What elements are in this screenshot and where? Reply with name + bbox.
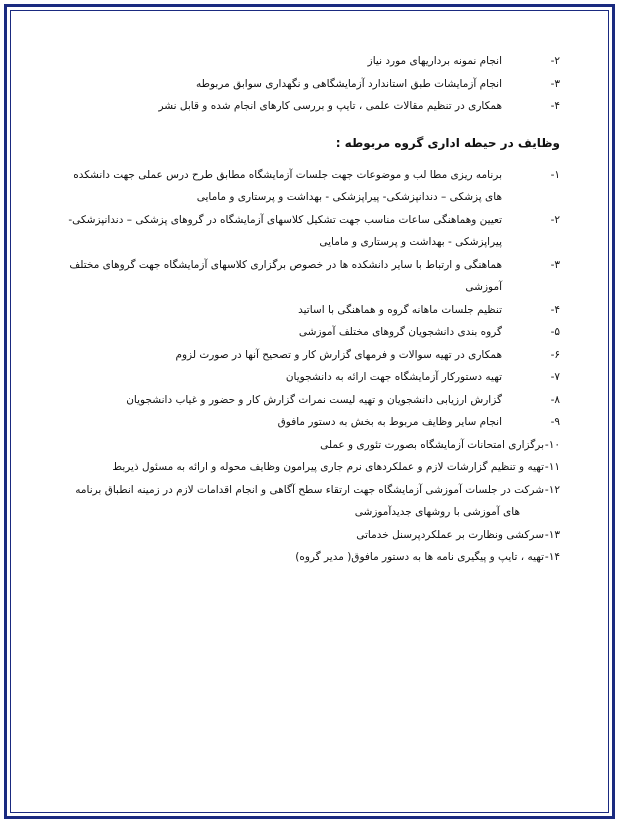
- list-item: [40, 209, 560, 254]
- top-list: [40, 50, 560, 118]
- list-item: [40, 456, 560, 479]
- list-item: [40, 434, 560, 457]
- item-text: تهیه و تنظیم گزارشات لازم و عملکردهای نرم جاری پیرامون وظایف محوله و ارائه به مسئول ذیربط: [112, 461, 544, 473]
- list-item: [40, 411, 560, 434]
- list-item: [40, 299, 560, 322]
- list-item: [40, 479, 560, 524]
- item-text-continued: های آموزشی با روشهای جدیدآموزشی: [354, 506, 520, 518]
- item-text: همکاری در تهیه سوالات و فرمهای گزارش کار و تصحیح آنها در صورت لزوم: [175, 348, 502, 361]
- list-item: [40, 546, 560, 569]
- item-number: ۱-: [550, 168, 560, 181]
- item-number: ۱۴-: [544, 551, 560, 563]
- item-number: ۹-: [550, 416, 560, 428]
- item-text: تنظیم جلسات ماهانه گروه و هماهنگی با اساتید: [298, 303, 502, 316]
- item-number: ۱۱-: [544, 461, 560, 473]
- item-text: تعیین وهماهنگی ساعات مناسب جهت تشکیل کلاسهای آزمایشگاه در گروهای پزشکی – دندانپزشکی-: [68, 213, 502, 226]
- item-text-continued: پیراپزشکی - بهداشت و پرستاری و مامایی: [319, 236, 502, 248]
- item-number: ۷-: [550, 371, 560, 383]
- item-number: ۵-: [550, 326, 560, 338]
- list-item: [40, 344, 560, 367]
- item-text: برنامه ریزی مطا لب و موضوعات جهت جلسات آزمایشگاه مطابق طرح درس عملی جهت دانشکده: [73, 168, 502, 181]
- top-list-item: [40, 73, 560, 96]
- list-item: [40, 321, 560, 344]
- item-number: ۶-: [550, 348, 560, 361]
- list-item: [40, 254, 560, 299]
- list-item: [40, 524, 560, 547]
- item-number: ۲-: [550, 213, 560, 226]
- section-heading: وظایف در حیطه اداری گروه مربوطه :: [335, 135, 560, 150]
- item-number: ۱۰-: [544, 438, 560, 451]
- item-text: همکاری در تنظیم مقالات علمی ، تایپ و بررسی کارهای انجام شده و قابل نشر: [158, 100, 502, 112]
- duties-list: [40, 164, 560, 569]
- item-number: ۴-: [550, 100, 560, 112]
- item-text: شرکت در جلسات آموزشی آزمایشگاه جهت ارتقاء سطح آگاهی و انجام اقدامات لازم در زمینه انطباق برنامه: [75, 483, 544, 496]
- document-body: [40, 50, 560, 569]
- item-number: ۱۲-: [544, 483, 560, 496]
- item-number: ۲-: [550, 55, 560, 67]
- item-text: تهیه ، تایپ و پیگیری نامه ها به دستور مافوق( مدیر گروه): [295, 551, 544, 563]
- item-text: تهیه دستورکار آزمایشگاه جهت ارائه به دانشجویان: [285, 371, 502, 383]
- item-text: انجام نمونه برداریهای مورد نیاز: [367, 55, 502, 67]
- item-text: گزارش ارزیابی دانشجویان و تهیه لیست نمرات گزارش کار و حضور و غیاب دانشجویان: [126, 393, 502, 406]
- item-number: ۴-: [550, 303, 560, 316]
- top-list-item: [40, 95, 560, 118]
- item-number: ۸-: [550, 393, 560, 406]
- item-text: انجام سایر وظایف مربوط به بخش به دستور مافوق: [277, 416, 502, 428]
- list-item: [40, 164, 560, 209]
- item-text-continued: های پزشکی – دندانپزشکی- پیراپزشکی - بهداشت و پرستاری و مامایی: [196, 191, 502, 203]
- item-number: ۱۳-: [544, 528, 560, 541]
- item-text: سرکشی ونظارت بر عملکردپرسنل خدماتی: [356, 528, 544, 541]
- item-text: گروه بندی دانشجویان گروهای مختلف آموزشی: [298, 326, 502, 338]
- item-text-continued: آموزشی: [465, 281, 502, 293]
- item-number: ۳-: [550, 258, 560, 271]
- list-item: [40, 366, 560, 389]
- item-text: برگزاری امتحانات آزمایشگاه بصورت تئوری و عملی: [320, 438, 544, 451]
- list-item: [40, 389, 560, 412]
- item-text: انجام آزمایشات طبق استاندارد آزمایشگاهی و نگهداری سوابق مربوطه: [196, 77, 502, 90]
- item-text: هماهنگی و ارتباط با سایر دانشکده ها در خصوص برگزاری کلاسهای آزمایشگاه جهت گروهای مختلف: [69, 258, 502, 271]
- item-number: ۳-: [550, 77, 560, 90]
- top-list-item: [40, 50, 560, 73]
